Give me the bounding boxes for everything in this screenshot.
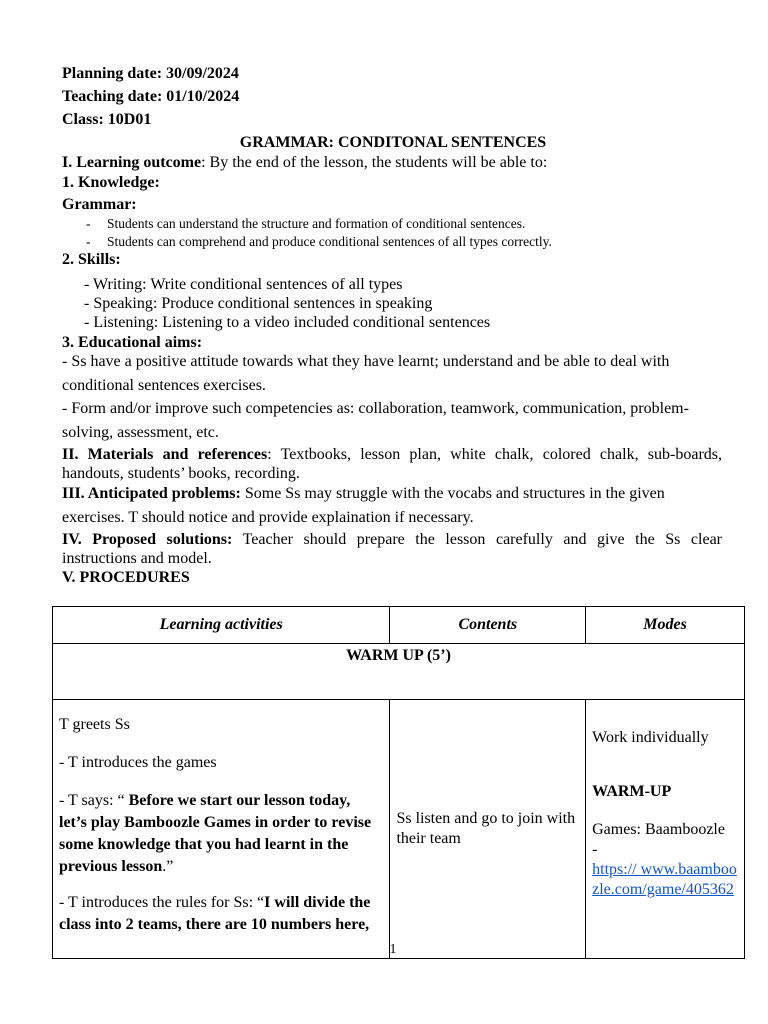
skill-item-text: Listening: Listening to a video included conditional sentences <box>93 314 491 331</box>
activity-prefix: - T says: “ <box>59 792 129 809</box>
solutions-line: instructions and model. <box>62 550 212 567</box>
activities-cell <box>53 700 390 959</box>
column-header: Contents <box>390 607 586 644</box>
activity-text: - T introduces the games <box>59 754 217 771</box>
learning-outcome <box>62 153 547 173</box>
modes-cell <box>586 700 745 959</box>
activity-prefix: - T introduces the rules for Ss: “ <box>59 894 265 911</box>
mode-text: - <box>592 841 598 858</box>
knowledge-bullet: - Students can understand the structure and formation of conditional sentences. <box>86 216 526 231</box>
procedures-heading: V. PROCEDURES <box>62 569 190 586</box>
solutions-line <box>62 530 722 550</box>
aims-line: conditional sentences exercises. <box>62 377 266 394</box>
knowledge-bullet: - Students can comprehend and produce conditional sentences of all types correctly. <box>86 234 552 249</box>
column-header: Modes <box>586 607 745 644</box>
activity-text <box>59 892 381 936</box>
aims-line: solving, assessment, etc. <box>62 424 219 441</box>
mode-text: WARM-UP <box>592 783 672 800</box>
procedures-table <box>52 606 745 959</box>
problems-text: Some Ss may struggle with the vocabs and structures in the given <box>240 485 665 502</box>
section-row <box>53 644 745 700</box>
skill-item-text: Speaking: Produce conditional sentences in speaking <box>93 295 433 312</box>
knowledge-heading: 1. Knowledge: <box>62 174 160 191</box>
contents-cell: Ss listen and go to join with their team <box>390 700 586 959</box>
activity-suffix: .” <box>162 858 174 875</box>
page-number: 1 <box>389 942 397 957</box>
activity-text <box>59 790 381 878</box>
table-header-row <box>53 607 745 644</box>
mode-text: Games: Baamboozle <box>592 821 725 838</box>
lesson-title: GRAMMAR: CONDITONAL SENTENCES <box>239 134 547 151</box>
activity-bold: I will divide the class into 2 teams, there are 10 numbers here, <box>59 894 371 933</box>
grammar-heading: Grammar: <box>62 196 137 213</box>
skill-item: - Writing: Write conditional sentences of all types <box>84 276 403 293</box>
aims-line: - Form and/or improve such competencies as: collaboration, teamwork, communication, problem- <box>62 400 689 417</box>
table-row <box>53 700 745 959</box>
game-link[interactable] <box>592 860 738 900</box>
teaching-date: Teaching date: 01/10/2024 <box>62 88 240 105</box>
class-label: Class: 10D01 <box>62 111 152 128</box>
materials-text: : Textbooks, lesson plan, white chalk, colored chalk, sub-boards, <box>267 446 722 463</box>
column-header: Learning activities <box>53 607 390 644</box>
materials-line: handouts, students’ books, recording. <box>62 465 300 482</box>
problems-line <box>62 484 665 504</box>
skills-heading: 2. Skills: <box>62 251 121 268</box>
mode-text: Work individually <box>592 729 709 746</box>
problems-label: III. Anticipated problems: <box>62 485 241 502</box>
solutions-text: Teacher should prepare the lesson carefully and give the Ss clear <box>232 531 722 548</box>
learning-outcome-label: I. Learning outcome <box>62 154 202 171</box>
activity-bold: Before we start our lesson today, let’s play Bamboozle Games in order to revise some knowledge that you had learnt in the previous lesson <box>59 792 372 875</box>
skill-item: - Listening: Listening to a video included conditional sentences <box>84 314 491 331</box>
game-link-anchor[interactable]: https:// www.baamboozle.com/game/405362 <box>592 861 737 898</box>
aims-heading: 3. Educational aims: <box>62 334 203 351</box>
activity-text: T greets Ss <box>59 716 130 733</box>
learning-outcome-text: : By the end of the lesson, the students will be able to: <box>201 154 548 171</box>
section-title: WARM UP (5’) <box>53 644 745 700</box>
aims-line: - Ss have a positive attitude towards what they have learnt; understand and be able to deal with <box>62 353 670 370</box>
materials-label: II. Materials and references <box>62 446 268 463</box>
planning-date: Planning date: 30/09/2024 <box>62 65 239 82</box>
solutions-label: IV. Proposed solutions: <box>62 531 233 548</box>
skill-item-text: Writing: Write conditional sentences of all types <box>93 276 403 293</box>
knowledge-bullet-text: Students can comprehend and produce conditional sentences of all types correctly. <box>107 234 552 249</box>
knowledge-bullet-text: Students can understand the structure and formation of conditional sentences. <box>107 216 526 231</box>
materials-line <box>62 445 722 465</box>
problems-line: exercises. T should notice and provide explaination if necessary. <box>62 509 474 526</box>
skill-item: - Speaking: Produce conditional sentences in speaking <box>84 295 433 312</box>
